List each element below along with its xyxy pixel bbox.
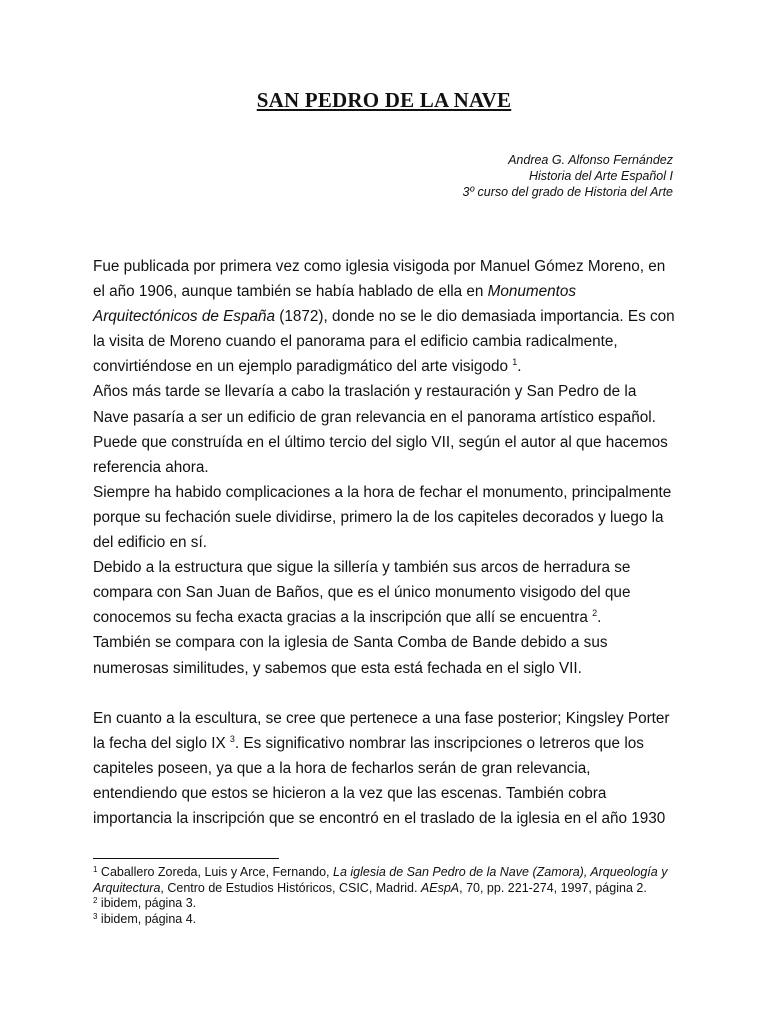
text-run: . Es significativo nombrar las inscripciones o letreros que los capiteles poseen, ya que a la hora de fecharlos serán de gran relevancia, entendiendo que estos se hicieron a la vez que las escenas. También cobra importancia la inscripción que se encontró en el traslado de la iglesia en el año 1930 <box>93 734 666 827</box>
footnote-ref-1: 1 <box>512 357 518 368</box>
footnotes <box>93 865 693 927</box>
author-degree: 3º curso del grado de Historia del Arte <box>462 185 673 199</box>
text-run: , 70, pp. 221-274, 1997, página 2. <box>459 880 647 895</box>
document-title: SAN PEDRO DE LA NAVE <box>256 88 512 112</box>
source-title: La iglesia de San Pedro de la Nave (Zamora), Arqueología y Arquitectura <box>93 865 668 895</box>
paragraph-2: Años más tarde se llevaría a cabo la traslación y restauración y San Pedro de la Nave pasaría a ser un edificio de gran relevancia en el panorama artístico español. Puede que construída en el último tercio del siglo VII, según el autor al que hacemos referencia ahora. <box>93 383 668 476</box>
text-run: . <box>517 358 522 376</box>
text-run: ibidem, página 3. <box>97 896 197 911</box>
footnote-number: 1 <box>93 865 98 874</box>
text-run: ibidem, página 4. <box>97 911 197 926</box>
paragraph-5: También se compara con la iglesia de Santa Comba de Bande debido a sus numerosas similitudes, y sabemos que esta está fechada en el siglo VII. <box>93 634 608 677</box>
paragraph-4 <box>93 555 675 630</box>
text-run: , Centro de Estudios Históricos, CSIC, Madrid. <box>160 880 421 895</box>
book-title: Monumentos Arquitectónicos de España <box>93 283 577 326</box>
journal-name: AEspA <box>420 880 460 895</box>
paragraph-gap <box>93 681 675 706</box>
footnote-number: 2 <box>93 896 98 906</box>
text-run: Fue publicada por primera vez como iglesia visigoda por Manuel Gómez Moreno, en el año 1906, aunque también se había hablado de ella en <box>93 258 666 301</box>
body-text <box>93 254 675 831</box>
text-run: En cuanto a la escultura, se cree que pertenece a una fase posterior; Kingsley Porter la fecha del siglo IX <box>93 709 670 752</box>
text-run: (1872), donde no se le dio demasiada importancia. Es con la visita de Moreno cuando el panorama para el edificio cambia radicalmente, convirtiéndose en un ejemplo paradigmático del arte visigodo <box>93 308 675 376</box>
footnote-ref-3: 3 <box>229 733 235 744</box>
footnote-3 <box>93 912 693 928</box>
footnote-separator <box>93 858 279 859</box>
paragraph-3: Siempre ha habido complicaciones a la hora de fechar el monumento, principalmente porque su fechación suele dividirse, primero la de los capiteles decorados y luego la del edificio en sí. <box>93 483 672 552</box>
footnote-2 <box>93 896 693 912</box>
author-block <box>463 152 673 200</box>
paragraph-6 <box>93 706 675 831</box>
footnote-1 <box>93 865 693 896</box>
paragraph-1 <box>93 254 675 379</box>
text-run: Caballero Zoreda, Luis y Arce, Fernando, <box>97 865 333 879</box>
text-run: Debido a la estructura que sigue la sillería y también sus arcos de herradura se compara con San Juan de Baños, que es el único monumento visigodo del que conocemos su fecha exacta gracias a la inscripción que allí se encuentra <box>93 559 631 627</box>
text-run: . <box>597 609 602 627</box>
footnote-number: 3 <box>93 911 98 921</box>
author-course: Historia del Arte Español I <box>528 169 673 183</box>
footnote-ref-2: 2 <box>592 608 598 619</box>
author-name: Andrea G. Alfonso Fernández <box>508 153 673 167</box>
